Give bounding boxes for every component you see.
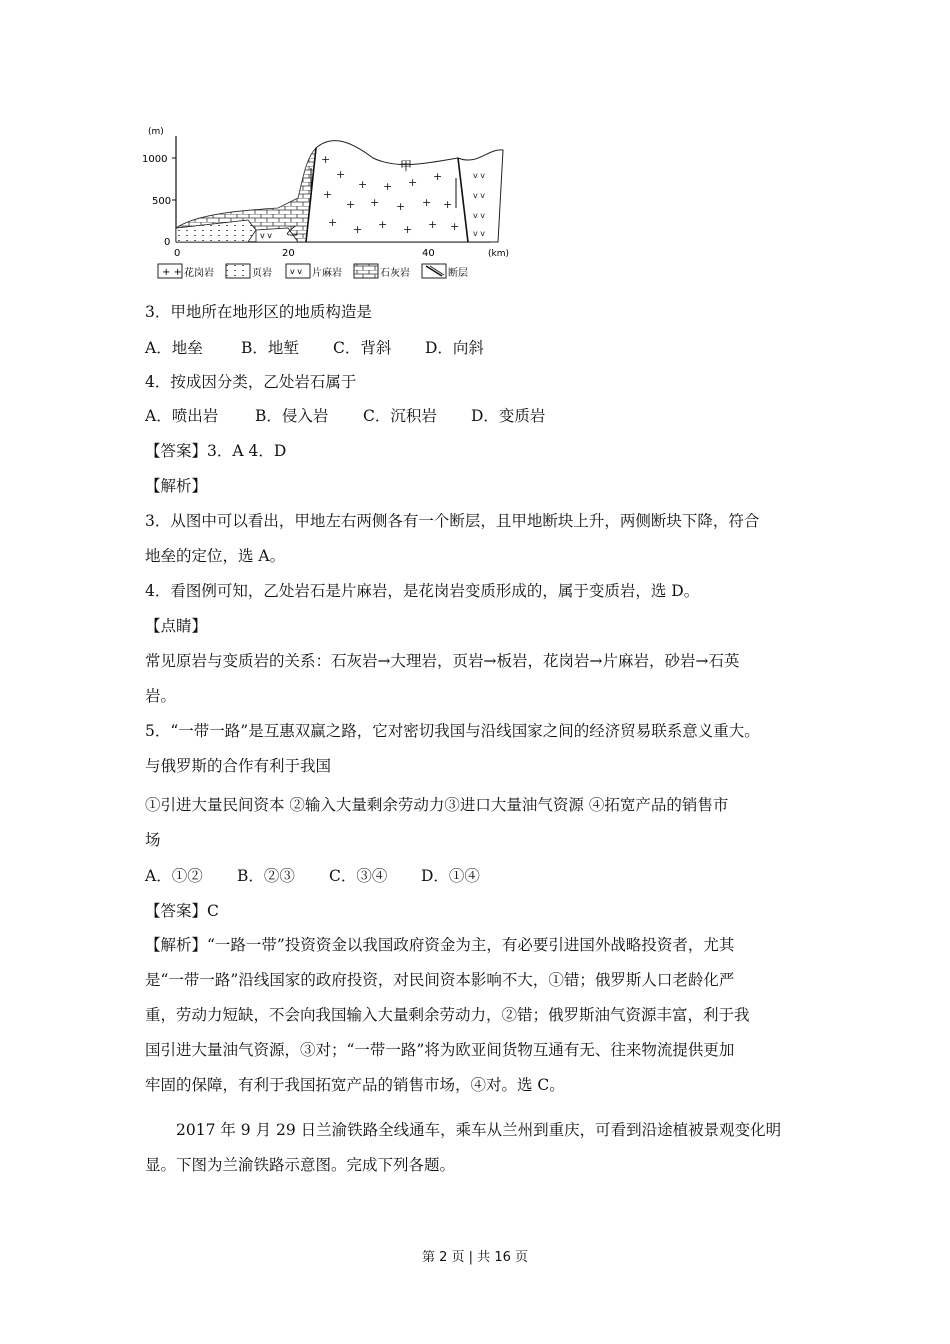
analysis-line: 4．看图例可知，乙处岩石是片麻岩，是花岗岩变质形成的，属于变质岩，选 D。: [145, 582, 700, 600]
analysis-5-line: 国引进大量油气资源，③对；“一带一路”将为欧亚间货物互通有无、往来物流提供更加: [145, 1041, 735, 1059]
option-a: A．①②: [145, 867, 203, 885]
svg-text:v v: v v: [473, 191, 486, 200]
x-tick-label: 0: [174, 248, 181, 259]
option-c: C．③④: [329, 867, 388, 885]
y-tick-label: 1000: [142, 154, 168, 165]
svg-text:+: +: [383, 180, 393, 193]
option-b: B．②③: [237, 867, 295, 885]
legend: [158, 264, 468, 279]
y-axis-unit: (m): [148, 127, 164, 137]
analysis-5-line: 【解析】“一路一带”投资资金以我国政府资金为主，有必要引进国外战略投资者，尤其: [145, 936, 735, 954]
svg-text:+: +: [428, 218, 438, 231]
answer-5: 【答案】C: [145, 902, 219, 920]
svg-text:+: +: [403, 223, 413, 236]
analysis-5-line: 是“一带一路”沿线国家的政府投资，对民间资本影响不大，①错；俄罗斯人口老龄化严: [145, 971, 735, 989]
svg-text:+: +: [408, 176, 418, 189]
legend-label: 断层: [448, 268, 468, 279]
x-tick-label: 20: [282, 248, 295, 259]
option-b: B．地堑: [241, 339, 299, 357]
question-3-options: [145, 338, 484, 358]
tip-line: 常见原岩与变质岩的关系：石灰岩→大理岩，页岩→板岩，花岗岩→片麻岩，砂岩→石英: [145, 652, 740, 670]
question-5-line: 与俄罗斯的合作有利于我国: [145, 757, 332, 775]
question-3: 3．甲地所在地形区的地质构造是: [145, 303, 372, 321]
svg-text:+: +: [378, 218, 388, 231]
question-4: 4．按成因分类，乙处岩石属于: [145, 373, 357, 391]
analysis-5-line: 牢固的保障，有利于我国拓宽产品的销售市场，④对。选 C。: [145, 1076, 565, 1094]
legend-label: 页岩: [252, 268, 272, 279]
svg-text:v v: v v: [473, 171, 486, 180]
svg-text:+ +: + +: [162, 267, 182, 278]
svg-text:+: +: [450, 220, 460, 233]
svg-text:+: +: [323, 188, 333, 201]
option-d: D．向斜: [425, 339, 484, 357]
answer-3-4: 【答案】3．A 4．D: [145, 442, 287, 460]
svg-text:+: +: [443, 198, 453, 211]
tip-line: 岩。: [145, 687, 177, 705]
svg-text:v v: v v: [260, 231, 273, 240]
question-5: 5．“一带一路”是互惠双赢之路，它对密切我国与沿线国家之间的经济贸易联系意义重大。: [145, 722, 760, 740]
x-axis-unit: (km): [488, 249, 510, 259]
tip-heading: 【点睛】: [145, 617, 208, 635]
svg-text:v v: v v: [473, 211, 486, 220]
svg-text:+: +: [396, 200, 406, 213]
svg-text:+: +: [336, 168, 346, 181]
analysis-heading: 【解析】: [145, 477, 208, 495]
y-tick-label: 500: [152, 196, 172, 207]
svg-text:+: +: [422, 196, 432, 209]
option-d: D．变质岩: [471, 407, 546, 425]
svg-text:+: +: [321, 153, 331, 166]
option-d: D．①④: [421, 867, 480, 885]
option-b: B．侵入岩: [255, 407, 329, 425]
question-5-items: ①引进大量民间资本 ②输入大量剩余劳动力③进口大量油气资源 ④拓宽产品的销售市: [145, 796, 729, 814]
option-a: A．喷出岩: [145, 407, 219, 425]
analysis-line: 3．从图中可以看出，甲地左右两侧各有一个断层，且甲地断块上升，两侧断块下降，符合: [145, 512, 760, 530]
svg-text:+: +: [370, 196, 380, 209]
svg-text:+: +: [346, 198, 356, 211]
passage-line: 显。下图为兰渝铁路示意图。完成下列各题。: [145, 1156, 456, 1174]
x-tick-label: 40: [422, 248, 435, 259]
passage-line: 2017 年 9 月 29 日兰渝铁路全线通车，乘车从兰州到重庆，可看到沿途植被景观变化明: [176, 1121, 782, 1139]
question-5-options: [145, 866, 480, 886]
page-footer: 第 2 页 | 共 16 页: [422, 1250, 528, 1265]
legend-label: 花岗岩: [184, 268, 214, 279]
question-5-items: 场: [145, 831, 161, 849]
option-c: C．沉积岩: [363, 407, 437, 425]
analysis-line: 地垒的定位，选 A。: [145, 547, 286, 565]
svg-text:+: +: [328, 216, 338, 229]
analysis-5-line: 重，劳动力短缺，不会向我国输入大量剩余劳动力，②错；俄罗斯油气资源丰富，利于我: [145, 1006, 750, 1024]
svg-text:+: +: [353, 223, 363, 236]
svg-text:v v: v v: [290, 267, 303, 276]
label-jia: 甲: [400, 159, 413, 173]
option-a: A．地垒: [145, 339, 203, 357]
option-c: C．背斜: [333, 339, 392, 357]
y-tick-label: 0: [164, 237, 171, 248]
geology-cross-section-figure: [138, 118, 518, 290]
label-yi: 乙: [286, 224, 299, 238]
svg-text:+: +: [358, 178, 368, 191]
question-4-options: [145, 406, 545, 426]
svg-text:v v: v v: [473, 229, 486, 238]
legend-label: 石灰岩: [380, 268, 410, 279]
legend-label: 片麻岩: [312, 268, 342, 279]
svg-text:+: +: [433, 170, 443, 183]
